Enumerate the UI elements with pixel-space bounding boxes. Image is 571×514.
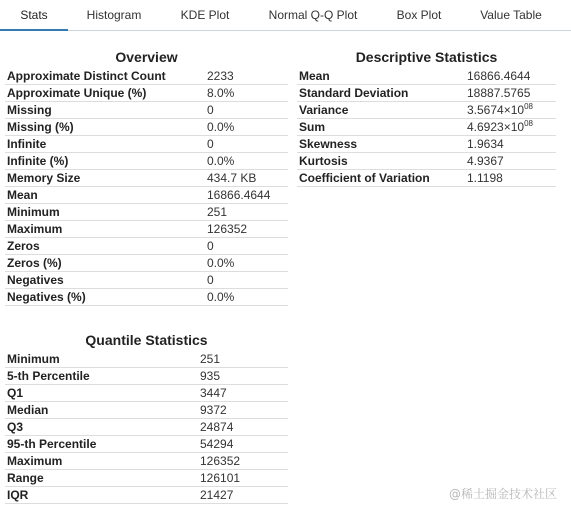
stat-value-text: 16866.4644 — [207, 188, 271, 202]
stat-value — [205, 119, 288, 136]
stat-value-text: 4.6923×10 — [467, 120, 525, 134]
tab-box-plot[interactable]: Box Plot — [396, 8, 442, 22]
stat-label: Standard Deviation — [297, 85, 465, 102]
descriptive-table — [297, 68, 556, 187]
table-row — [5, 136, 288, 153]
stat-value — [198, 453, 288, 470]
stat-value-exponent: 08 — [524, 119, 533, 128]
stat-value-text: 0 — [207, 273, 214, 287]
table-row — [5, 221, 288, 238]
stat-label: Zeros — [5, 238, 205, 255]
stat-value-text: 0.0% — [207, 154, 235, 168]
overview-title: Overview — [115, 49, 178, 65]
stat-label: Approximate Unique (%) — [5, 85, 205, 102]
table-row — [5, 85, 288, 102]
table-row — [297, 136, 556, 153]
table-row — [5, 187, 288, 204]
table-row — [5, 170, 288, 187]
stat-label: Maximum — [5, 453, 198, 470]
table-row — [297, 68, 556, 85]
overview-table — [5, 68, 288, 306]
table-row — [5, 119, 288, 136]
stat-value — [205, 221, 288, 238]
stat-label: Q3 — [5, 419, 198, 436]
stat-value-text: 251 — [200, 352, 221, 366]
stat-value-text: 126352 — [207, 222, 248, 236]
stat-label: 5-th Percentile — [5, 368, 198, 385]
stat-value-text: 0.0% — [207, 120, 235, 134]
stat-value — [205, 255, 288, 272]
stat-value — [205, 68, 288, 85]
stat-value — [205, 272, 288, 289]
stat-value — [198, 351, 288, 368]
stat-value — [205, 170, 288, 187]
stat-label: Infinite (%) — [5, 153, 205, 170]
table-row — [5, 153, 288, 170]
table-row — [297, 170, 556, 187]
stat-value-text: 434.7 KB — [207, 171, 257, 185]
stat-value — [198, 368, 288, 385]
tab-normal-qq-plot[interactable]: Normal Q-Q Plot — [268, 8, 358, 22]
stat-value-text: 0 — [207, 103, 214, 117]
stat-label: Coefficient of Variation — [297, 170, 465, 187]
stat-label: Mean — [5, 187, 205, 204]
table-row — [5, 385, 288, 402]
quantile-table — [5, 351, 288, 504]
stat-value — [198, 402, 288, 419]
descriptive-title: Descriptive Statistics — [355, 49, 498, 65]
table-row — [297, 119, 556, 136]
stat-label: IQR — [5, 487, 198, 504]
stat-value-text: 16866.4644 — [467, 69, 531, 83]
stat-value — [465, 170, 556, 187]
stat-value-text: 1.9634 — [467, 137, 504, 151]
stat-label: Minimum — [5, 351, 198, 368]
stat-value-text: 0.0% — [207, 256, 235, 270]
stat-label: Minimum — [5, 204, 205, 221]
stat-label: Maximum — [5, 221, 205, 238]
stat-value-text: 24874 — [200, 420, 234, 434]
stat-value-text: 251 — [207, 205, 228, 219]
stat-value-text: 126352 — [200, 454, 241, 468]
stat-value — [205, 238, 288, 255]
table-row — [5, 238, 288, 255]
stat-value-text: 18887.5765 — [467, 86, 531, 100]
table-row — [5, 436, 288, 453]
stat-value — [465, 119, 556, 136]
stat-value-text: 4.9367 — [467, 154, 504, 168]
stat-value-text: 3.5674×10 — [467, 103, 525, 117]
tab-value-table[interactable]: Value Table — [480, 8, 542, 22]
stat-value-text: 2233 — [207, 69, 234, 83]
stat-value — [205, 153, 288, 170]
stat-value — [205, 289, 288, 306]
stat-value-text: 8.0% — [207, 86, 235, 100]
stat-value — [205, 85, 288, 102]
stat-label: Variance — [297, 102, 465, 119]
table-row — [5, 68, 288, 85]
stat-value — [198, 487, 288, 504]
stat-value-text: 3447 — [200, 386, 227, 400]
stat-value-text: 0 — [207, 239, 214, 253]
stat-value — [465, 68, 556, 85]
table-row — [297, 153, 556, 170]
stat-label: Memory Size — [5, 170, 205, 187]
stat-value — [465, 153, 556, 170]
stat-label: Q1 — [5, 385, 198, 402]
table-row — [5, 289, 288, 306]
stat-label: Median — [5, 402, 198, 419]
table-row — [5, 272, 288, 289]
stat-label: Negatives (%) — [5, 289, 205, 306]
stat-label: Missing — [5, 102, 205, 119]
tab-kde-plot[interactable]: KDE Plot — [180, 8, 230, 22]
stat-value-text: 0.0% — [207, 290, 235, 304]
table-row — [5, 487, 288, 504]
stat-value — [198, 470, 288, 487]
table-row — [5, 453, 288, 470]
table-row — [297, 102, 556, 119]
stat-value — [205, 136, 288, 153]
table-row — [5, 470, 288, 487]
table-row — [297, 85, 556, 102]
stat-value-text: 54294 — [200, 437, 234, 451]
stat-value — [465, 102, 556, 119]
tab-stats[interactable]: Stats — [0, 0, 68, 31]
stat-value-text: 1.1198 — [467, 171, 503, 185]
tab-bar — [0, 0, 571, 31]
stat-value — [205, 187, 288, 204]
table-row — [5, 368, 288, 385]
stat-value-text: 21427 — [200, 488, 234, 502]
stat-value — [465, 136, 556, 153]
table-row — [5, 402, 288, 419]
stat-label: Negatives — [5, 272, 205, 289]
stat-value — [198, 419, 288, 436]
stat-label: Missing (%) — [5, 119, 205, 136]
table-row — [5, 351, 288, 368]
stat-value-text: 935 — [200, 369, 221, 383]
stat-value-exponent: 08 — [524, 102, 533, 111]
stat-label: 95-th Percentile — [5, 436, 198, 453]
stat-value-text: 0 — [207, 137, 214, 151]
table-row — [5, 102, 288, 119]
stat-label: Zeros (%) — [5, 255, 205, 272]
stat-value — [205, 204, 288, 221]
table-row — [5, 255, 288, 272]
tab-histogram[interactable]: Histogram — [86, 8, 142, 22]
stat-label: Approximate Distinct Count — [5, 68, 205, 85]
table-row — [5, 419, 288, 436]
watermark: @稀土掘金技术社区 — [448, 487, 557, 501]
quantile-title: Quantile Statistics — [85, 332, 208, 348]
stat-label: Kurtosis — [297, 153, 465, 170]
stat-value — [198, 436, 288, 453]
table-row — [5, 204, 288, 221]
stat-value — [205, 102, 288, 119]
stat-label: Range — [5, 470, 198, 487]
stat-label: Skewness — [297, 136, 465, 153]
stat-value — [198, 385, 288, 402]
stat-label: Mean — [297, 68, 465, 85]
stat-label: Sum — [297, 119, 465, 136]
stat-value-text: 126101 — [200, 471, 241, 485]
stat-label: Infinite — [5, 136, 205, 153]
stat-value-text: 9372 — [200, 403, 227, 417]
stat-value — [465, 85, 556, 102]
